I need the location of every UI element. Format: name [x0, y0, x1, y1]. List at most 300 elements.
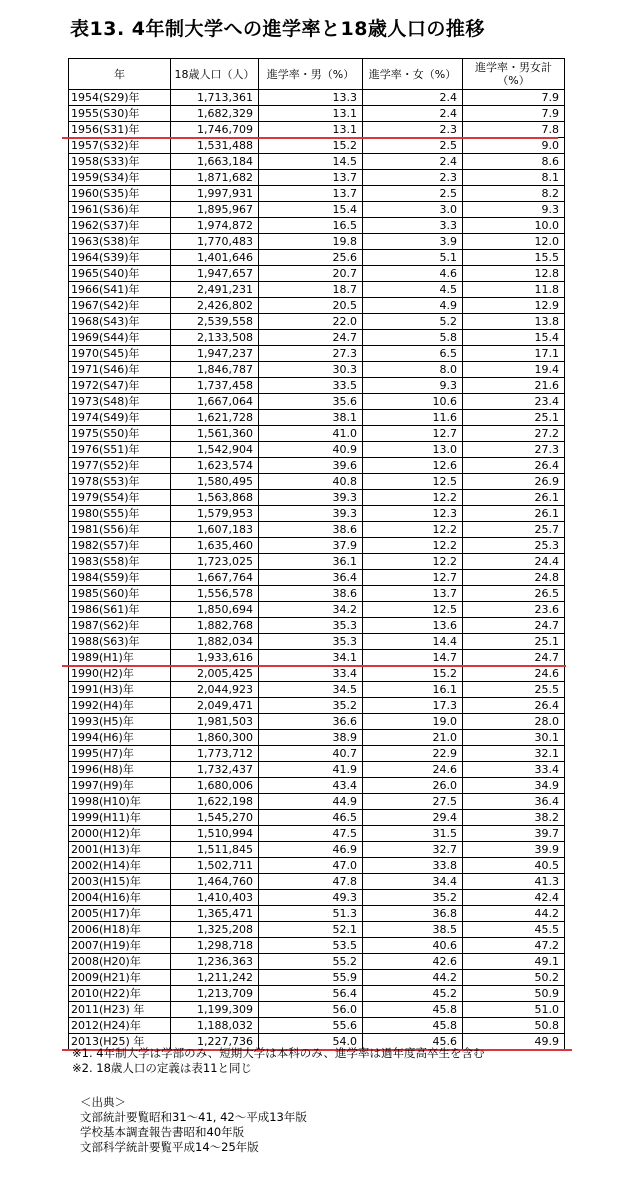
year-cell: 2010(H22)年: [69, 986, 171, 1002]
year-cell: 1967(S42)年: [69, 298, 171, 314]
year-cell: 1977(S52)年: [69, 458, 171, 474]
rate-female-cell: 15.2: [363, 666, 463, 682]
rate-female-cell: 12.2: [363, 490, 463, 506]
rate-female-cell: 8.0: [363, 362, 463, 378]
rate-male-cell: 51.3: [259, 906, 363, 922]
table-row: [69, 186, 565, 202]
population-cell: 2,005,425: [171, 666, 259, 682]
rate-female-cell: 45.2: [363, 986, 463, 1002]
table-row: [69, 938, 565, 954]
year-cell: 2004(H16)年: [69, 890, 171, 906]
table-row: [69, 378, 565, 394]
table-row: [69, 858, 565, 874]
population-cell: 1,871,682: [171, 170, 259, 186]
population-cell: 1,947,657: [171, 266, 259, 282]
year-cell: 1998(H10)年: [69, 794, 171, 810]
rate-female-cell: 33.8: [363, 858, 463, 874]
rate-total-cell: 13.8: [463, 314, 565, 330]
population-cell: 1,622,198: [171, 794, 259, 810]
table-row: [69, 202, 565, 218]
rate-total-cell: 50.8: [463, 1018, 565, 1034]
rate-total-cell: 27.2: [463, 426, 565, 442]
source-item: 文部統計要覧昭和31～41, 42～平成13年版: [80, 1110, 307, 1124]
year-cell: 1996(H8)年: [69, 762, 171, 778]
year-cell: 1974(S49)年: [69, 410, 171, 426]
rate-male-cell: 13.7: [259, 186, 363, 202]
rate-total-cell: 8.2: [463, 186, 565, 202]
rate-female-cell: 3.9: [363, 234, 463, 250]
red-underline-1989: [62, 665, 566, 667]
population-cell: 1,773,712: [171, 746, 259, 762]
rate-male-cell: 37.9: [259, 538, 363, 554]
population-cell: 1,531,488: [171, 138, 259, 154]
rate-female-cell: 2.3: [363, 170, 463, 186]
header-row: [69, 59, 565, 90]
year-cell: 1984(S59)年: [69, 570, 171, 586]
rate-female-cell: 45.8: [363, 1018, 463, 1034]
table-row: [69, 650, 565, 666]
rate-female-cell: 2.4: [363, 90, 463, 106]
year-cell: 1964(S39)年: [69, 250, 171, 266]
table-row: [69, 154, 565, 170]
table-row: [69, 234, 565, 250]
table-body: [69, 90, 565, 1050]
rate-female-cell: 13.7: [363, 586, 463, 602]
table-row: [69, 554, 565, 570]
rate-female-cell: 32.7: [363, 842, 463, 858]
table-row: [69, 522, 565, 538]
rate-female-cell: 13.0: [363, 442, 463, 458]
rate-total-cell: 11.8: [463, 282, 565, 298]
rate-male-cell: 13.3: [259, 90, 363, 106]
population-cell: 1,325,208: [171, 922, 259, 938]
population-cell: 1,882,034: [171, 634, 259, 650]
year-cell: 1985(S60)年: [69, 586, 171, 602]
rate-total-cell: 49.1: [463, 954, 565, 970]
rate-female-cell: 14.7: [363, 650, 463, 666]
table-row: [69, 922, 565, 938]
rate-total-cell: 25.3: [463, 538, 565, 554]
rate-male-cell: 30.3: [259, 362, 363, 378]
year-cell: 1968(S43)年: [69, 314, 171, 330]
rate-female-cell: 22.9: [363, 746, 463, 762]
header-rate-female: 進学率・女（%）: [363, 59, 463, 90]
population-cell: 1,723,025: [171, 554, 259, 570]
rate-male-cell: 33.4: [259, 666, 363, 682]
rate-male-cell: 39.3: [259, 490, 363, 506]
rate-male-cell: 40.7: [259, 746, 363, 762]
year-cell: 1957(S32)年: [69, 138, 171, 154]
population-cell: 2,044,923: [171, 682, 259, 698]
rate-total-cell: 26.1: [463, 490, 565, 506]
table-row: [69, 810, 565, 826]
population-cell: 1,713,361: [171, 90, 259, 106]
population-cell: 1,502,711: [171, 858, 259, 874]
population-cell: 2,049,471: [171, 698, 259, 714]
rate-total-cell: 8.1: [463, 170, 565, 186]
rate-total-cell: 25.7: [463, 522, 565, 538]
year-cell: 2005(H17)年: [69, 906, 171, 922]
population-cell: 1,579,953: [171, 506, 259, 522]
rate-total-cell: 23.6: [463, 602, 565, 618]
rate-female-cell: 9.3: [363, 378, 463, 394]
table-row: [69, 1018, 565, 1034]
rate-total-cell: 49.9: [463, 1034, 565, 1050]
population-cell: 1,933,616: [171, 650, 259, 666]
table-row: [69, 602, 565, 618]
rate-total-cell: 12.8: [463, 266, 565, 282]
year-cell: 1958(S33)年: [69, 154, 171, 170]
population-cell: 1,860,300: [171, 730, 259, 746]
year-cell: 1966(S41)年: [69, 282, 171, 298]
table-row: [69, 314, 565, 330]
year-cell: 1993(H5)年: [69, 714, 171, 730]
year-cell: 1997(H9)年: [69, 778, 171, 794]
year-cell: 1965(S40)年: [69, 266, 171, 282]
population-cell: 1,211,242: [171, 970, 259, 986]
population-cell: 1,635,460: [171, 538, 259, 554]
rate-male-cell: 13.1: [259, 122, 363, 138]
table-row: [69, 122, 565, 138]
population-cell: 1,682,329: [171, 106, 259, 122]
rate-male-cell: 35.6: [259, 394, 363, 410]
population-cell: 1,365,471: [171, 906, 259, 922]
rate-male-cell: 39.3: [259, 506, 363, 522]
population-cell: 1,895,967: [171, 202, 259, 218]
table-row: [69, 538, 565, 554]
year-cell: 1982(S57)年: [69, 538, 171, 554]
table-row: [69, 746, 565, 762]
rate-male-cell: 35.2: [259, 698, 363, 714]
table-row: [69, 874, 565, 890]
rate-total-cell: 24.8: [463, 570, 565, 586]
population-cell: 1,737,458: [171, 378, 259, 394]
year-cell: 2003(H15)年: [69, 874, 171, 890]
rate-female-cell: 42.6: [363, 954, 463, 970]
rate-male-cell: 22.0: [259, 314, 363, 330]
year-cell: 1978(S53)年: [69, 474, 171, 490]
rate-total-cell: 44.2: [463, 906, 565, 922]
rate-total-cell: 17.1: [463, 346, 565, 362]
table-row: [69, 90, 565, 106]
footnotes: [72, 1046, 484, 1076]
population-cell: 2,133,508: [171, 330, 259, 346]
rate-total-cell: 9.0: [463, 138, 565, 154]
year-cell: 1983(S58)年: [69, 554, 171, 570]
rate-female-cell: 38.5: [363, 922, 463, 938]
population-cell: 1,563,868: [171, 490, 259, 506]
rate-female-cell: 4.5: [363, 282, 463, 298]
rate-total-cell: 23.4: [463, 394, 565, 410]
rate-female-cell: 44.2: [363, 970, 463, 986]
rate-male-cell: 55.2: [259, 954, 363, 970]
rate-female-cell: 35.2: [363, 890, 463, 906]
rate-total-cell: 26.1: [463, 506, 565, 522]
table-row: [69, 954, 565, 970]
population-cell: 1,667,764: [171, 570, 259, 586]
year-cell: 1963(S38)年: [69, 234, 171, 250]
table-row: [69, 634, 565, 650]
year-cell: 1971(S46)年: [69, 362, 171, 378]
rate-total-cell: 28.0: [463, 714, 565, 730]
population-cell: 1,510,994: [171, 826, 259, 842]
rate-female-cell: 12.2: [363, 522, 463, 538]
rate-male-cell: 47.5: [259, 826, 363, 842]
rate-male-cell: 53.5: [259, 938, 363, 954]
rate-female-cell: 40.6: [363, 938, 463, 954]
population-cell: 1,947,237: [171, 346, 259, 362]
population-cell: 1,227,736: [171, 1034, 259, 1050]
population-cell: 1,213,709: [171, 986, 259, 1002]
year-cell: 1959(S34)年: [69, 170, 171, 186]
footnote-1: ※1. 4年制大学は学部のみ、短期大学は本科のみ、進学率は過年度高卒生を含む: [72, 1046, 485, 1060]
table-row: [69, 586, 565, 602]
year-cell: 1970(S45)年: [69, 346, 171, 362]
rate-total-cell: 39.9: [463, 842, 565, 858]
rate-male-cell: 41.9: [259, 762, 363, 778]
rate-female-cell: 24.6: [363, 762, 463, 778]
rate-total-cell: 30.1: [463, 730, 565, 746]
population-cell: 1,580,495: [171, 474, 259, 490]
rate-female-cell: 10.6: [363, 394, 463, 410]
rate-total-cell: 40.5: [463, 858, 565, 874]
rate-male-cell: 47.8: [259, 874, 363, 890]
table-row: [69, 682, 565, 698]
rate-male-cell: 36.1: [259, 554, 363, 570]
rate-male-cell: 18.7: [259, 282, 363, 298]
table-row: [69, 362, 565, 378]
rate-female-cell: 17.3: [363, 698, 463, 714]
rate-male-cell: 13.1: [259, 106, 363, 122]
table-row: [69, 442, 565, 458]
rate-female-cell: 19.0: [363, 714, 463, 730]
rate-male-cell: 39.6: [259, 458, 363, 474]
rate-male-cell: 56.0: [259, 1002, 363, 1018]
rate-male-cell: 34.2: [259, 602, 363, 618]
rate-female-cell: 12.5: [363, 602, 463, 618]
rate-total-cell: 26.9: [463, 474, 565, 490]
rate-female-cell: 12.3: [363, 506, 463, 522]
table-row: [69, 970, 565, 986]
rate-total-cell: 50.2: [463, 970, 565, 986]
table-row: [69, 618, 565, 634]
rate-total-cell: 26.4: [463, 698, 565, 714]
rate-total-cell: 25.1: [463, 634, 565, 650]
rate-total-cell: 39.7: [463, 826, 565, 842]
rate-female-cell: 21.0: [363, 730, 463, 746]
population-cell: 1,401,646: [171, 250, 259, 266]
table-row: [69, 906, 565, 922]
rate-female-cell: 16.1: [363, 682, 463, 698]
rate-male-cell: 13.7: [259, 170, 363, 186]
rate-total-cell: 25.1: [463, 410, 565, 426]
rate-female-cell: 26.0: [363, 778, 463, 794]
rate-total-cell: 34.9: [463, 778, 565, 794]
red-underline-1956: [62, 137, 558, 139]
rate-male-cell: 44.9: [259, 794, 363, 810]
rate-male-cell: 15.4: [259, 202, 363, 218]
rate-male-cell: 20.7: [259, 266, 363, 282]
year-cell: 1990(H2)年: [69, 666, 171, 682]
rate-female-cell: 31.5: [363, 826, 463, 842]
source-item: 文部科学統計要覧平成14～25年版: [80, 1140, 259, 1154]
rate-total-cell: 7.9: [463, 106, 565, 122]
rate-female-cell: 5.2: [363, 314, 463, 330]
data-table: [68, 58, 565, 1050]
rate-total-cell: 45.5: [463, 922, 565, 938]
year-cell: 2013(H25) 年: [69, 1034, 171, 1050]
header-rate-male: 進学率・男（%）: [259, 59, 363, 90]
table-row: [69, 570, 565, 586]
year-cell: 1961(S36)年: [69, 202, 171, 218]
year-cell: 1992(H4)年: [69, 698, 171, 714]
rate-male-cell: 25.6: [259, 250, 363, 266]
table-row: [69, 282, 565, 298]
rate-female-cell: 45.8: [363, 1002, 463, 1018]
rate-male-cell: 43.4: [259, 778, 363, 794]
population-cell: 1,746,709: [171, 122, 259, 138]
rate-female-cell: 3.0: [363, 202, 463, 218]
rate-female-cell: 12.7: [363, 570, 463, 586]
year-cell: 1999(H11)年: [69, 810, 171, 826]
rate-female-cell: 12.2: [363, 554, 463, 570]
rate-female-cell: 13.6: [363, 618, 463, 634]
population-cell: 1,236,363: [171, 954, 259, 970]
year-cell: 2000(H12)年: [69, 826, 171, 842]
rate-female-cell: 2.5: [363, 186, 463, 202]
population-cell: 1,621,728: [171, 410, 259, 426]
rate-female-cell: 27.5: [363, 794, 463, 810]
rate-male-cell: 20.5: [259, 298, 363, 314]
population-cell: 1,770,483: [171, 234, 259, 250]
population-cell: 1,663,184: [171, 154, 259, 170]
table-row: [69, 794, 565, 810]
year-cell: 2002(H14)年: [69, 858, 171, 874]
table-row: [69, 426, 565, 442]
rate-total-cell: 7.8: [463, 122, 565, 138]
rate-female-cell: 29.4: [363, 810, 463, 826]
rate-total-cell: 8.6: [463, 154, 565, 170]
year-cell: 1975(S50)年: [69, 426, 171, 442]
table-row: [69, 138, 565, 154]
rate-male-cell: 41.0: [259, 426, 363, 442]
year-cell: 1955(S30)年: [69, 106, 171, 122]
rate-male-cell: 55.6: [259, 1018, 363, 1034]
table-row: [69, 826, 565, 842]
year-cell: 1994(H6)年: [69, 730, 171, 746]
rate-male-cell: 47.0: [259, 858, 363, 874]
rate-female-cell: 14.4: [363, 634, 463, 650]
rate-total-cell: 33.4: [463, 762, 565, 778]
population-cell: 1,882,768: [171, 618, 259, 634]
year-cell: 1962(S37)年: [69, 218, 171, 234]
rate-total-cell: 32.1: [463, 746, 565, 762]
rate-total-cell: 24.7: [463, 618, 565, 634]
rate-total-cell: 19.4: [463, 362, 565, 378]
rate-female-cell: 12.7: [363, 426, 463, 442]
year-cell: 2011(H23) 年: [69, 1002, 171, 1018]
table-row: [69, 714, 565, 730]
rate-total-cell: 10.0: [463, 218, 565, 234]
rate-male-cell: 46.5: [259, 810, 363, 826]
rate-total-cell: 24.7: [463, 650, 565, 666]
population-cell: 1,974,872: [171, 218, 259, 234]
rate-male-cell: 36.6: [259, 714, 363, 730]
table-row: [69, 506, 565, 522]
rate-total-cell: 25.5: [463, 682, 565, 698]
rate-female-cell: 36.8: [363, 906, 463, 922]
population-cell: 1,623,574: [171, 458, 259, 474]
rate-male-cell: 16.5: [259, 218, 363, 234]
population-cell: 1,846,787: [171, 362, 259, 378]
rate-total-cell: 15.4: [463, 330, 565, 346]
rate-female-cell: 5.8: [363, 330, 463, 346]
rate-female-cell: 2.3: [363, 122, 463, 138]
rate-total-cell: 12.9: [463, 298, 565, 314]
population-cell: 1,981,503: [171, 714, 259, 730]
rate-male-cell: 38.6: [259, 586, 363, 602]
year-cell: 1986(S61)年: [69, 602, 171, 618]
rate-total-cell: 7.9: [463, 90, 565, 106]
header-rate-total: 進学率・男女計（%）: [463, 59, 565, 90]
rate-total-cell: 41.3: [463, 874, 565, 890]
rate-male-cell: 38.6: [259, 522, 363, 538]
rate-male-cell: 55.9: [259, 970, 363, 986]
table-row: [69, 986, 565, 1002]
rate-total-cell: 38.2: [463, 810, 565, 826]
rate-male-cell: 33.5: [259, 378, 363, 394]
rate-female-cell: 12.6: [363, 458, 463, 474]
year-cell: 1969(S44)年: [69, 330, 171, 346]
rate-female-cell: 12.5: [363, 474, 463, 490]
rate-female-cell: 11.6: [363, 410, 463, 426]
table-row: [69, 330, 565, 346]
population-cell: 1,298,718: [171, 938, 259, 954]
year-cell: 2009(H21)年: [69, 970, 171, 986]
year-cell: 1973(S48)年: [69, 394, 171, 410]
rate-female-cell: 4.9: [363, 298, 463, 314]
rate-male-cell: 54.0: [259, 1034, 363, 1050]
year-cell: 2001(H13)年: [69, 842, 171, 858]
year-cell: 1960(S35)年: [69, 186, 171, 202]
sources-heading: ＜出典＞: [80, 1095, 126, 1109]
table-row: [69, 490, 565, 506]
rate-male-cell: 40.8: [259, 474, 363, 490]
year-cell: 1980(S55)年: [69, 506, 171, 522]
year-cell: 2006(H18)年: [69, 922, 171, 938]
population-cell: 1,680,006: [171, 778, 259, 794]
table-row: [69, 298, 565, 314]
rate-total-cell: 21.6: [463, 378, 565, 394]
rate-male-cell: 24.7: [259, 330, 363, 346]
population-cell: 1,188,032: [171, 1018, 259, 1034]
rate-female-cell: 5.1: [363, 250, 463, 266]
table-row: [69, 1002, 565, 1018]
table-row: [69, 250, 565, 266]
rate-male-cell: 34.1: [259, 650, 363, 666]
rate-male-cell: 35.3: [259, 634, 363, 650]
rate-female-cell: 2.4: [363, 106, 463, 122]
population-cell: 1,667,064: [171, 394, 259, 410]
rate-male-cell: 46.9: [259, 842, 363, 858]
source-item: 学校基本調査報告書昭和40年版: [80, 1125, 245, 1139]
rate-male-cell: 52.1: [259, 922, 363, 938]
year-cell: 1956(S31)年: [69, 122, 171, 138]
table-row: [69, 730, 565, 746]
rate-total-cell: 15.5: [463, 250, 565, 266]
year-cell: 1954(S29)年: [69, 90, 171, 106]
header-year: 年: [69, 59, 171, 90]
